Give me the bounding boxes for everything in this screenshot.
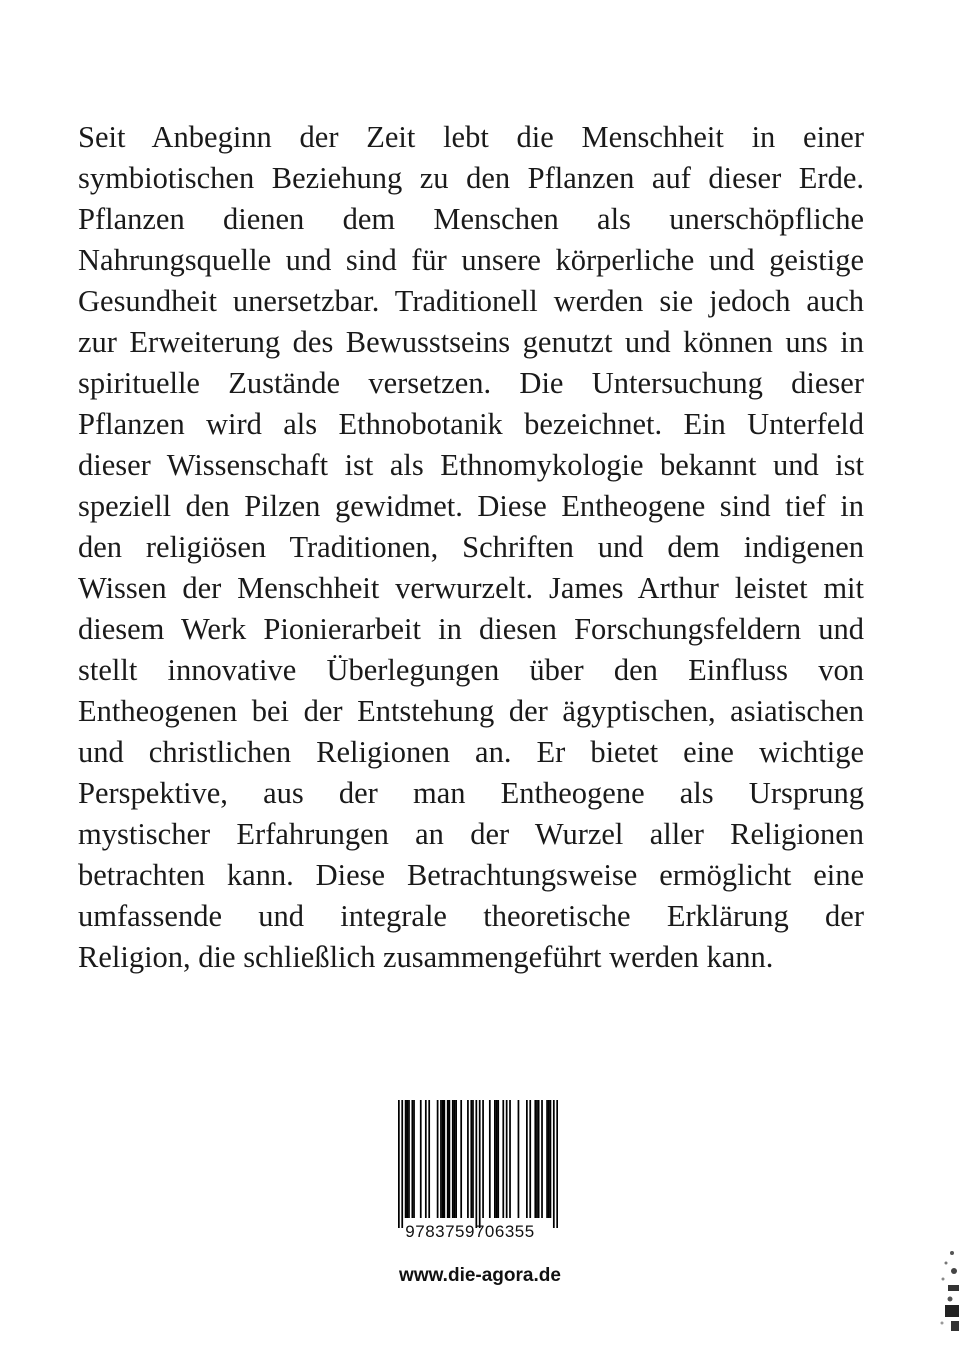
barcode-bar — [502, 1100, 504, 1218]
barcode-bar — [470, 1100, 472, 1218]
barcode-bar — [518, 1100, 520, 1218]
barcode-bar — [529, 1100, 531, 1218]
blurb-line: zur Erweiterung des Bewusstseins genutzt und können uns in — [78, 325, 864, 359]
barcode-bar — [536, 1100, 538, 1218]
barcode-bar — [455, 1100, 457, 1218]
blurb-line: Entheogenen bei der Entstehung der ägyptischen, asiatischen — [78, 694, 864, 728]
barcode-bar — [494, 1100, 496, 1218]
edge-decoration-icon — [930, 1245, 959, 1335]
barcode-bar — [428, 1100, 430, 1218]
barcode-bar — [526, 1100, 528, 1218]
barcode-bar — [546, 1100, 548, 1218]
barcode-bar — [460, 1100, 462, 1218]
blurb-line: Wissen der Menschheit verwurzelt. James Arthur leistet mit — [78, 571, 864, 605]
blurb-line: Religion, die schließlich zusammengeführt werden kann. — [78, 940, 774, 974]
barcode-bar — [408, 1100, 410, 1218]
barcode-bar — [420, 1100, 422, 1218]
blurb-line: Pflanzen dienen dem Menschen als unerschöpfliche — [78, 202, 864, 236]
publisher-website: www.die-agora.de — [399, 1265, 561, 1286]
blurb-text — [78, 117, 864, 978]
barcode-bar — [534, 1100, 536, 1218]
isbn-number: 9783759706355 — [405, 1222, 535, 1241]
blurb-line: dieser Wissenschaft ist als Ethnomykologie bekannt und ist — [78, 448, 864, 482]
barcode-bar — [538, 1100, 540, 1218]
blurb-line: diesem Werk Pionierarbeit in diesen Forschungsfeldern und — [78, 612, 864, 646]
barcode-bar — [411, 1100, 413, 1218]
barcode-bar — [405, 1100, 407, 1218]
barcode-bar — [475, 1100, 477, 1228]
blurb-line: Perspektive, aus der man Entheogene als Ursprung — [78, 776, 864, 810]
blurb-line: Pflanzen wird als Ethnobotanik bezeichnet. Ein Unterfeld — [78, 407, 864, 441]
barcode-bar — [437, 1100, 439, 1218]
barcode-bar — [443, 1100, 445, 1218]
barcode-bar — [482, 1100, 484, 1218]
barcode-bar — [398, 1100, 400, 1228]
barcode-bar — [449, 1100, 451, 1218]
blurb-line: und christlichen Religionen an. Er bietet eine wichtige — [78, 735, 864, 769]
barcode-bar — [440, 1100, 442, 1218]
blurb-line: betrachten kann. Diese Betrachtungsweise ermöglicht eine — [78, 858, 864, 892]
barcode-bar — [425, 1100, 427, 1218]
barcode-bar — [509, 1100, 511, 1218]
blurb-line: Nahrungsquelle und sind für unsere körperliche und geistige — [78, 243, 864, 277]
barcode-bar — [541, 1100, 543, 1218]
barcode-bar — [413, 1100, 415, 1218]
blurb-line: Seit Anbeginn der Zeit lebt die Menschheit in einer — [78, 120, 864, 154]
blurb-line: symbiotischen Beziehung zu den Pflanzen auf dieser Erde. — [78, 161, 864, 195]
barcode-bar — [442, 1100, 444, 1218]
barcode-bar — [401, 1100, 403, 1228]
barcode-bar — [548, 1100, 550, 1218]
barcode-bar — [489, 1100, 491, 1218]
blurb-line: stellt innovative Überlegungen über den Einfluss von — [78, 653, 864, 687]
barcode-bar — [452, 1100, 454, 1218]
barcode-bar — [497, 1100, 499, 1218]
barcode-bars — [398, 1100, 558, 1228]
barcode-bar — [454, 1100, 456, 1218]
barcode-bar — [496, 1100, 498, 1218]
barcode-bar — [467, 1100, 469, 1218]
barcode-bar — [550, 1100, 552, 1218]
barcode-bar — [556, 1100, 558, 1228]
isbn-barcode — [380, 1100, 560, 1248]
barcode-bar — [472, 1100, 474, 1218]
blurb-line: den religiösen Traditionen, Schriften und dem indigenen — [78, 530, 864, 564]
blurb-line: umfassende und integrale theoretische Erklärung der — [78, 899, 864, 933]
blurb-line: spirituelle Zustände versetzen. Die Untersuchung dieser — [78, 366, 864, 400]
barcode-bar — [506, 1100, 508, 1218]
blurb-line: speziell den Pilzen gewidmet. Diese Entheogene sind tief in — [78, 489, 864, 523]
barcode-bar — [479, 1100, 481, 1228]
barcode-bar — [553, 1100, 555, 1228]
blurb-line: Gesundheit unersetzbar. Traditionell werden sie jedoch auch — [78, 284, 864, 318]
barcode-bar — [447, 1100, 449, 1218]
barcode-bar — [406, 1100, 408, 1218]
blurb-line: mystischer Erfahrungen an der Wurzel aller Religionen — [78, 817, 864, 851]
